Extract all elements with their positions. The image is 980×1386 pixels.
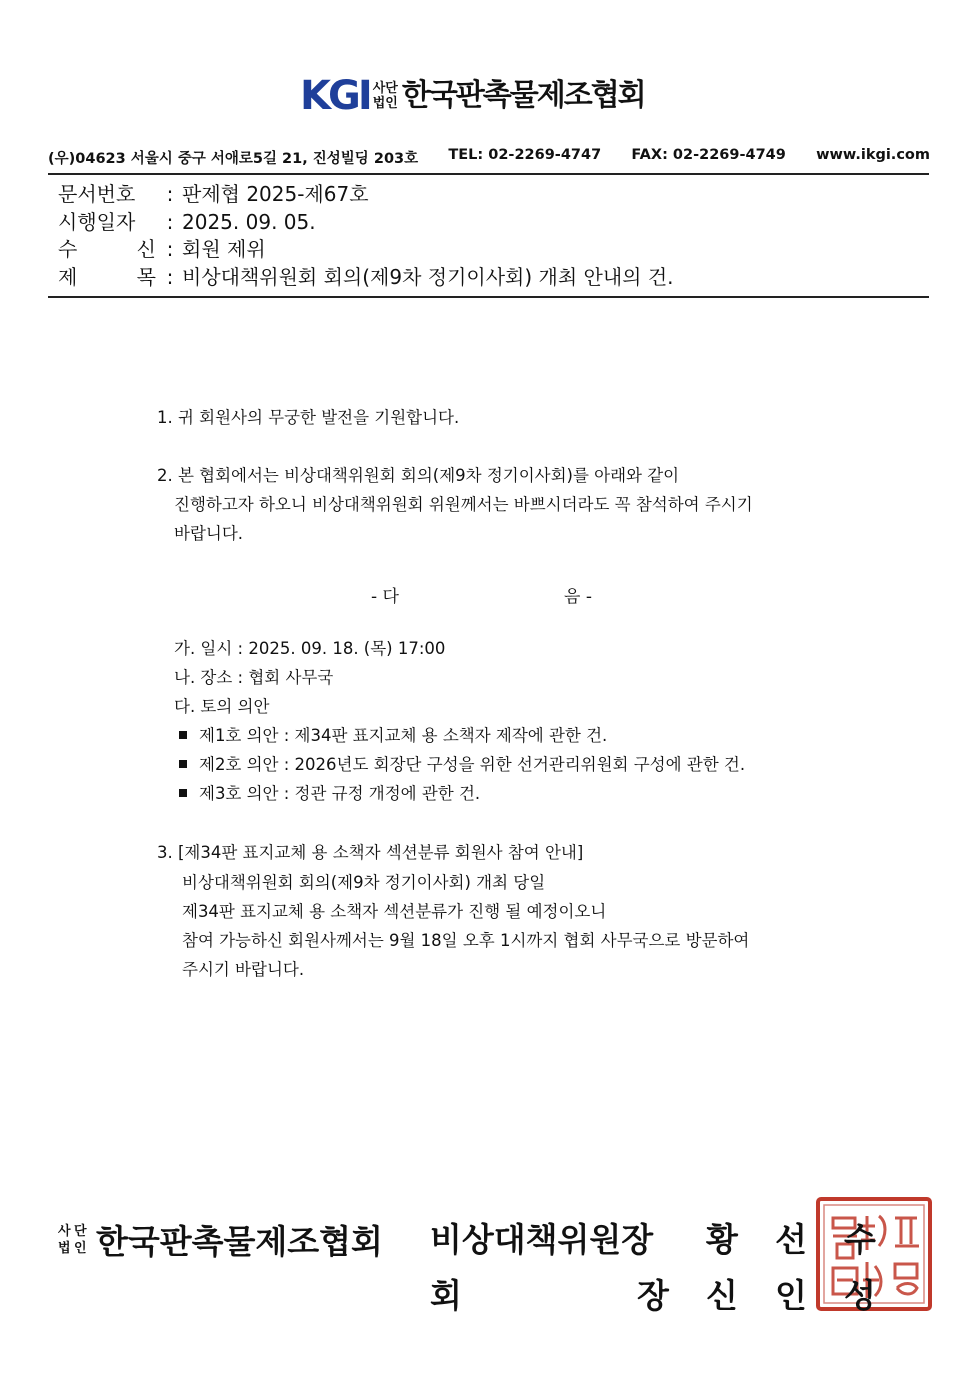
contact-line	[48, 147, 930, 168]
meta-label: 문서번호	[58, 182, 136, 206]
signature-name-char: 수	[844, 1220, 876, 1259]
signature-name-char: 선	[775, 1220, 807, 1259]
signature-org-name: 한국판촉물제조협회	[96, 1222, 383, 1261]
signature-title2-char: 회	[430, 1276, 462, 1315]
fax: FAX: 02-2269-4749	[631, 147, 786, 163]
corp-char: 단	[74, 1223, 87, 1239]
agenda-item	[179, 779, 480, 808]
item-datetime: 가. 일시 : 2025. 09. 18. (목) 17:00	[174, 639, 446, 658]
agenda-item-text: 제1호 의안 : 제34판 표지교체 용 소책자 제작에 관한 건.	[199, 726, 608, 745]
website-link[interactable]: www.ikgi.com	[816, 147, 930, 163]
item-location: 나. 장소 : 협회 사무국	[174, 668, 334, 687]
meta-separator: :	[166, 264, 174, 289]
logo-org-name: 한국판촉물제조협회	[401, 78, 645, 113]
paragraph-2-line-3: 바랍니다.	[174, 524, 244, 543]
bullet-square-icon	[179, 789, 187, 797]
meta-value: 회원 제위	[182, 237, 266, 261]
corp-char: 법	[58, 1240, 71, 1256]
logo-corp-bottom: 법인	[372, 96, 398, 111]
association-logo	[300, 73, 645, 119]
notice-heading-left: - 다	[371, 587, 399, 607]
tel: TEL: 02-2269-4747	[448, 147, 602, 163]
meta-row-date	[58, 209, 674, 237]
bullet-square-icon	[179, 731, 187, 739]
logo-kgi-text: KGI	[300, 73, 370, 119]
paragraph-3-line-4: 주시기 바랍니다.	[182, 960, 305, 979]
header-divider	[48, 173, 929, 175]
agenda-item-text: 제2호 의안 : 2026년도 회장단 구성을 위한 선거관리위원회 구성에 관한 건.	[199, 755, 746, 774]
paragraph-3-title: 3. [제34판 표지교체 용 소책자 섹션분류 회원사 참여 안내]	[157, 843, 584, 862]
paragraph-2-line-1: 2. 본 협회에서는 비상대책위원회 회의(제9차 정기이사회)를 아래와 같이	[157, 466, 680, 485]
address: (우)04623 서울시 중구 서애로5길 21, 진성빌딩 203호	[48, 151, 419, 167]
signature-organization	[58, 1216, 383, 1263]
meta-separator: :	[166, 182, 174, 206]
signature-title-committee: 비상대책위원장	[430, 1220, 654, 1259]
paragraph-3-line-1: 비상대책위원회 회의(제9차 정기이사회) 개최 당일	[182, 873, 546, 892]
signature-corp-label	[58, 1223, 90, 1257]
stamp-label-char: 성	[844, 1276, 876, 1315]
agenda-item-text: 제3호 의안 : 정관 규정 개정에 관한 건.	[199, 784, 481, 803]
meta-label: 제 목	[58, 264, 156, 289]
corp-char: 사	[58, 1223, 71, 1239]
logo-corp-label	[373, 81, 398, 111]
bullet-square-icon	[179, 760, 187, 768]
meta-value: 2025. 09. 05.	[182, 209, 316, 234]
notice-heading-right: 음 -	[564, 587, 592, 607]
paragraph-3-line-3: 참여 가능하신 회원사께서는 9월 18일 오후 1시까지 협회 사무국으로 방문하여	[182, 931, 750, 950]
document-meta	[58, 181, 674, 291]
signature-name-char: 황	[706, 1220, 738, 1259]
agenda-item	[179, 750, 745, 779]
meta-separator: :	[166, 209, 174, 234]
logo-corp-top: 사단	[372, 81, 398, 96]
meta-value: 비상대책위원회 회의(제9차 정기이사회) 개최 안내의 건.	[182, 264, 674, 289]
item-agenda-heading: 다. 토의 의안	[174, 697, 270, 716]
signature-title2-char: 장	[637, 1276, 669, 1315]
meta-label: 시행일자	[58, 209, 136, 234]
corp-char: 인	[74, 1240, 87, 1256]
meta-divider	[48, 296, 929, 298]
agenda-item	[179, 721, 607, 750]
stamp-label-char: 신	[706, 1276, 738, 1315]
paragraph-1: 1. 귀 회원사의 무궁한 발전을 기원합니다.	[157, 408, 460, 427]
paragraph-2-line-2: 진행하고자 하오니 비상대책위원회 위원께서는 바쁘시더라도 꼭 참석하여 주시기	[174, 495, 753, 514]
meta-label: 수 신	[58, 237, 156, 261]
meta-row-doc-number	[58, 181, 674, 209]
paragraph-3-line-2: 제34판 표지교체 용 소책자 섹션분류가 진행 될 예정이오니	[182, 902, 607, 921]
meta-separator: :	[166, 237, 174, 261]
meta-row-recipient	[58, 236, 674, 264]
meta-value: 판제협 2025-제67호	[182, 182, 369, 206]
meta-row-subject	[58, 264, 674, 292]
stamp-label-char: 인	[775, 1276, 807, 1315]
